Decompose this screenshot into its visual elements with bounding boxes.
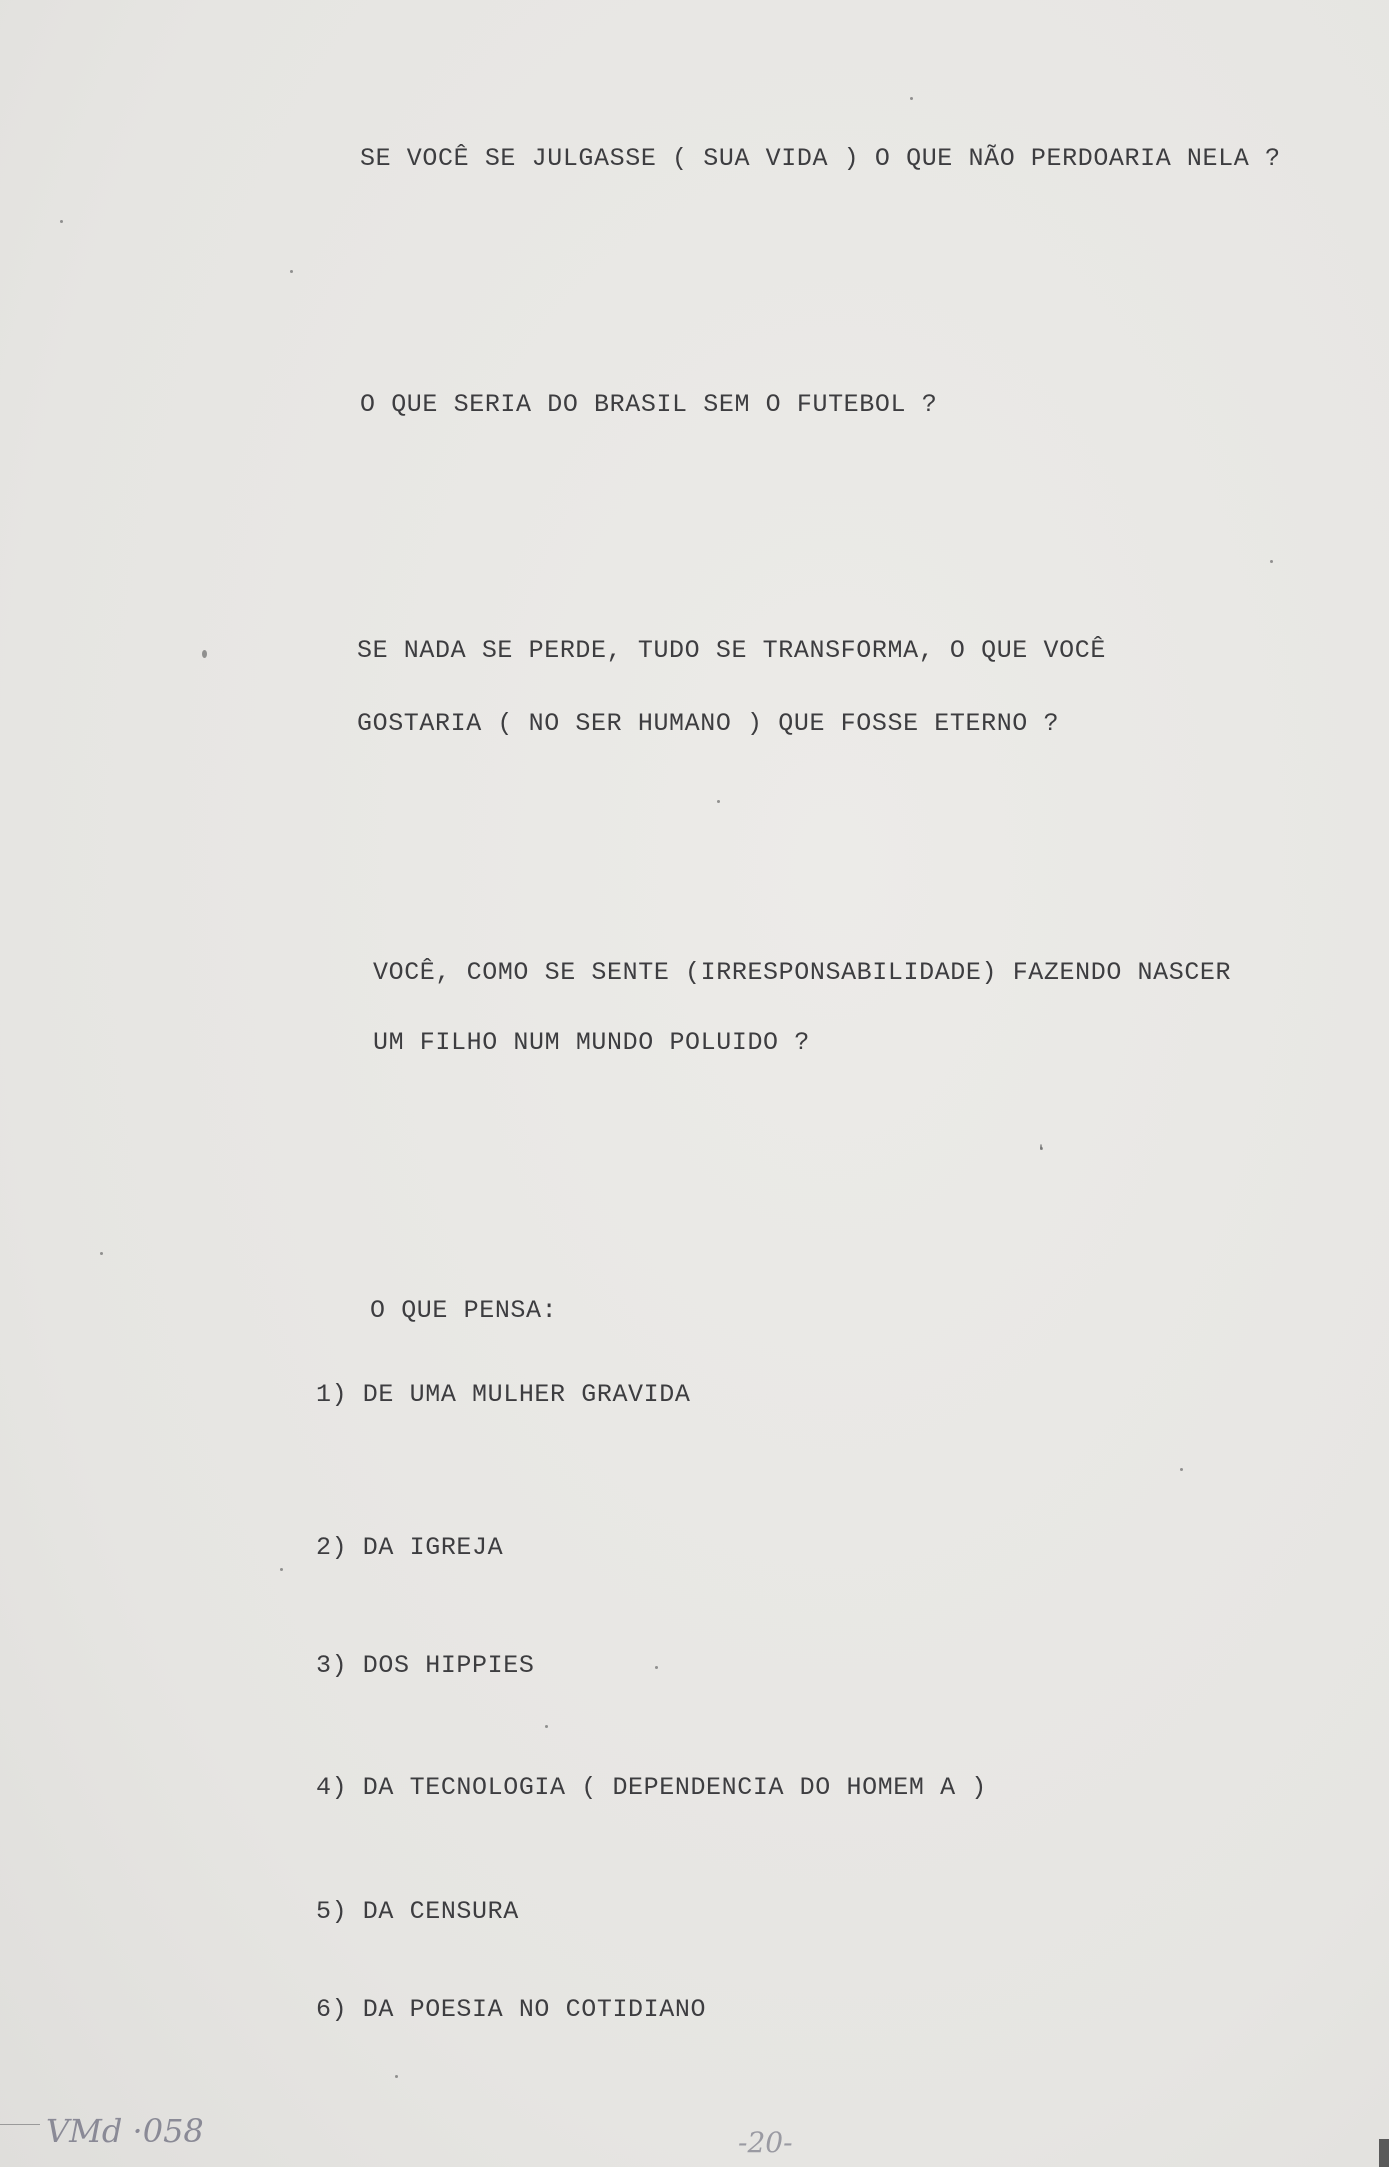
catalog-mark: VMd ·058 [46, 2112, 204, 2150]
paper-speck [202, 650, 207, 658]
question-judge-life: SE VOCÊ SE JULGASSE ( SUA VIDA ) O QUE NÃO PERDOARIA NELA ? [360, 144, 1281, 173]
paper-speck [1270, 560, 1273, 563]
thought-item-censorship: 5) DA CENSURA [316, 1897, 519, 1926]
thoughts-heading: O QUE PENSA: [370, 1296, 558, 1325]
question-polluted-world-line1: VOCÊ, COMO SE SENTE (IRRESPONSABILIDADE) FAZENDO NASCER [373, 958, 1232, 987]
question-eternal-line2: GOSTARIA ( NO SER HUMANO ) QUE FOSSE ETERNO ? [357, 709, 1060, 738]
paper-speck [60, 220, 63, 223]
paper-speck [280, 1568, 283, 1571]
thought-item-hippies: 3) DOS HIPPIES [316, 1651, 535, 1680]
thought-item-church: 2) DA IGREJA [316, 1533, 504, 1562]
paper-speck [100, 1252, 103, 1255]
paper-speck [290, 270, 293, 273]
margin-rule [0, 2124, 40, 2125]
paper-speck [545, 1725, 548, 1728]
thought-item-technology: 4) DA TECNOLOGIA ( DEPENDENCIA DO HOMEM A ) [316, 1773, 987, 1802]
paper-speck [1040, 1144, 1042, 1150]
thought-item-poetry: 6) DA POESIA NO COTIDIANO [316, 1995, 707, 2024]
paper-speck [1180, 1468, 1183, 1471]
paper-speck [395, 2075, 398, 2078]
question-brazil-football: O QUE SERIA DO BRASIL SEM O FUTEBOL ? [360, 390, 938, 419]
thought-item-pregnant-woman: 1) DE UMA MULHER GRAVIDA [316, 1380, 691, 1409]
paper-speck [655, 1666, 658, 1669]
question-polluted-world-line2: UM FILHO NUM MUNDO POLUIDO ? [373, 1028, 810, 1057]
paper-speck [717, 800, 720, 803]
question-eternal-line1: SE NADA SE PERDE, TUDO SE TRANSFORMA, O QUE VOCÊ [357, 636, 1106, 665]
corner-mark [1379, 2139, 1389, 2167]
paper-speck [910, 97, 913, 100]
page-number: -20- [738, 2126, 793, 2159]
